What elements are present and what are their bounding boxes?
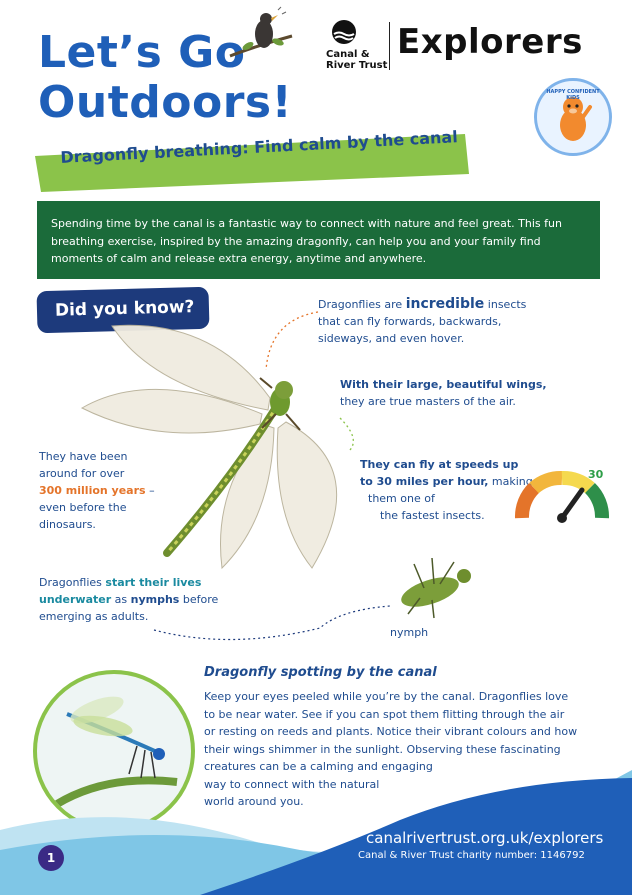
fact-fly-directions <box>318 296 526 347</box>
spotting-heading: Dragonfly spotting by the canal <box>204 665 437 680</box>
fact5-nymphs: nymphs <box>130 593 180 606</box>
canal-river-trust-name <box>326 49 387 71</box>
fact1-text-end: insects <box>484 298 527 311</box>
fact2-line2: they are true masters of the air. <box>340 395 516 408</box>
happy-confident-kids-badge <box>534 78 612 156</box>
fact5-before: before <box>179 593 219 606</box>
fact2-line1: With their large, beautiful wings, <box>340 378 547 391</box>
logo-divider <box>389 22 390 70</box>
fact3-line5: dinosaurs. <box>39 518 96 531</box>
fact4-emphasis: to 30 miles per hour, <box>360 475 489 488</box>
nymph-label: nymph <box>390 626 429 639</box>
fact3-line1: They have been <box>39 450 128 463</box>
footer-charity-number: Canal & River Trust charity number: 1146792 <box>358 850 585 861</box>
fact3-dash: – <box>145 484 155 497</box>
fact5-emphasis: start their lives <box>105 576 202 589</box>
banner-heading: Dragonfly breathing: Find calm by the canal <box>60 127 459 167</box>
fact-age <box>39 448 155 533</box>
bird-on-branch-illustration <box>226 6 296 62</box>
spotting-line-2: to be near water. See if you can spot them flitting through the air <box>204 707 565 721</box>
footer-url-link[interactable]: canalrivertrust.org.uk/explorers <box>366 829 604 847</box>
spotting-line-5: creatures can be a calming and engaging <box>204 760 433 773</box>
fact5-text: Dragonflies <box>39 576 106 589</box>
fact3-emphasis: 300 million years <box>39 484 146 497</box>
gauge-value: 30 <box>588 468 604 481</box>
fact1-line3: sideways, and even hover. <box>318 332 465 345</box>
fact1-line2: that can fly forwards, backwards, <box>318 315 502 328</box>
crt-name-line-2: River Trust <box>326 60 388 71</box>
fact1-emphasis: incredible <box>405 296 485 312</box>
fact5-as: as <box>111 593 131 606</box>
fact4-line3: them one of <box>368 492 435 505</box>
fact4-line4: the fastest insects. <box>380 509 485 522</box>
spotting-line-7: world around you. <box>204 795 304 808</box>
fact1-text: Dragonflies are <box>318 298 406 311</box>
spotting-line-4: their wings shimmer in the sunlight. Observing these fascinating <box>204 742 561 756</box>
nymph-illustration <box>384 548 480 620</box>
footer-wave-background <box>0 760 632 895</box>
fact5-line3: emerging as adults. <box>39 610 149 623</box>
fact4-line1: They can fly at speeds up <box>360 458 519 471</box>
fact-wings <box>340 376 547 410</box>
did-you-know-label: Did you know? <box>36 287 209 333</box>
fact3-line2: around for over <box>39 467 125 480</box>
fact3-line4: even before the <box>39 501 127 514</box>
title-line-1: Let’s Go <box>38 27 246 78</box>
fact-nymphs <box>39 574 218 625</box>
crt-name-line-1: Canal & <box>326 49 370 60</box>
page-number: 1 <box>38 845 64 871</box>
canal-river-trust-logo-icon <box>331 19 357 45</box>
explorers-brand: Explorers <box>397 22 583 62</box>
spotting-line-1: Keep your eyes peeled while you’re by the canal. Dragonflies love <box>204 690 569 703</box>
title-line-2: Outdoors! <box>38 77 293 128</box>
badge-text: HAPPY CONFIDENT KIDS <box>546 89 600 101</box>
spotting-line-6: way to connect with the natural <box>204 777 380 791</box>
intro-paragraph: Spending time by the canal is a fantastic way to connect with nature and feel great. This fun breathing exercise, inspired by the amazing dragonfly, can help you and your family find moments of calm and release extra energy, anytime and anywhere. <box>37 201 600 279</box>
fact-speed <box>360 456 533 524</box>
fact5-underwater: underwater <box>39 593 112 606</box>
spotting-line-3: or resting on reeds and plants. Notice their vibrant colours and how <box>204 725 578 738</box>
fact4-text: making <box>488 475 533 488</box>
